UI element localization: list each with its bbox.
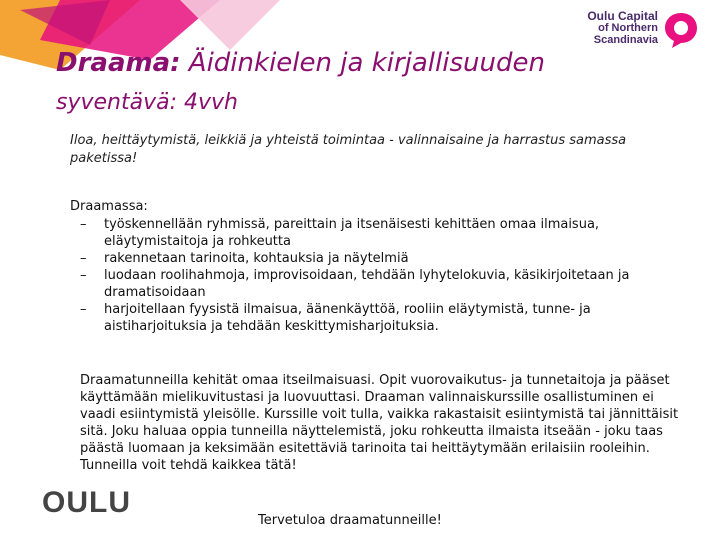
activity-list <box>70 198 675 335</box>
intro-text: Iloa, heittäytymistä, leikkiä ja yhteistä toimintaa - valinnaisaine ja harrastus samassa paketissa! <box>70 133 627 166</box>
closing-text: Tervetuloa draamatunneille! <box>258 513 442 528</box>
bullet-dash: – <box>80 268 87 283</box>
list-item-text: rakennetaan tarinoita, kohtauksia ja näytelmiä <box>104 251 409 266</box>
brand-line-3: Scandinavia <box>593 34 658 46</box>
title-course: Äidinkielen ja kirjallisuuden <box>180 48 545 78</box>
brand-line-2: of Northern <box>598 22 658 34</box>
page-subtitle: syventävä: 4vvh <box>56 90 238 115</box>
list-item-text: työskennellään ryhmissä, pareittain ja itsenäisesti kehittäen omaa ilmaisua, eläytymistaitoja ja rohkeutta <box>104 217 600 249</box>
list-item <box>70 267 675 301</box>
bullet-dash: – <box>80 251 87 266</box>
brand-line-1: Oulu Capital <box>587 9 658 23</box>
brand-logo <box>587 10 700 50</box>
brand-tagline <box>587 10 658 46</box>
list-item-text: luodaan roolihahmoja, improvisoidaan, tehdään lyhytelokuvia, käsikirjoitetaan ja dramatisoidaan <box>104 268 630 300</box>
list-item <box>70 301 675 335</box>
bullet-dash: – <box>80 217 87 232</box>
title-subject: Draama: <box>56 48 181 78</box>
bullet-dash: – <box>80 302 87 317</box>
list-item <box>70 250 675 267</box>
list-heading: Draamassa: <box>70 199 148 214</box>
oulu-logo: OULU <box>42 486 131 519</box>
list-item <box>70 216 675 250</box>
speech-bubble-icon <box>662 10 700 50</box>
page-title <box>56 48 545 78</box>
list-item-text: harjoitellaan fyysistä ilmaisua, äänenkäyttöä, rooliin eläytymistä, tunne- ja aistiharjoituksia ja tehdään keskittymisharjoituksia. <box>104 302 591 334</box>
description-paragraph: Draamatunneilla kehität omaa itseilmaisuasi. Opit vuorovaikutus- ja tunnetaitoja ja pääset käyttämään mielikuvitustasi ja luovuuttasi. Draaman valinnaiskurssille osallistuminen ei vaadi esiintymistä yleisölle. Kurssille voit tulla, vaikka rakastaisit esiintymistä tai jännittäisit sitä. Joku haluaa oppia tunneilla näyttelemistä, joku rohkeutta ilmaista itseään - joku taas päästä luomaan ja keksimään esitettäviä tarinoita tai heittäytymään erilaisiin rooleihin. Tunneilla voit tehdä kaikkea tätä! <box>80 373 679 473</box>
